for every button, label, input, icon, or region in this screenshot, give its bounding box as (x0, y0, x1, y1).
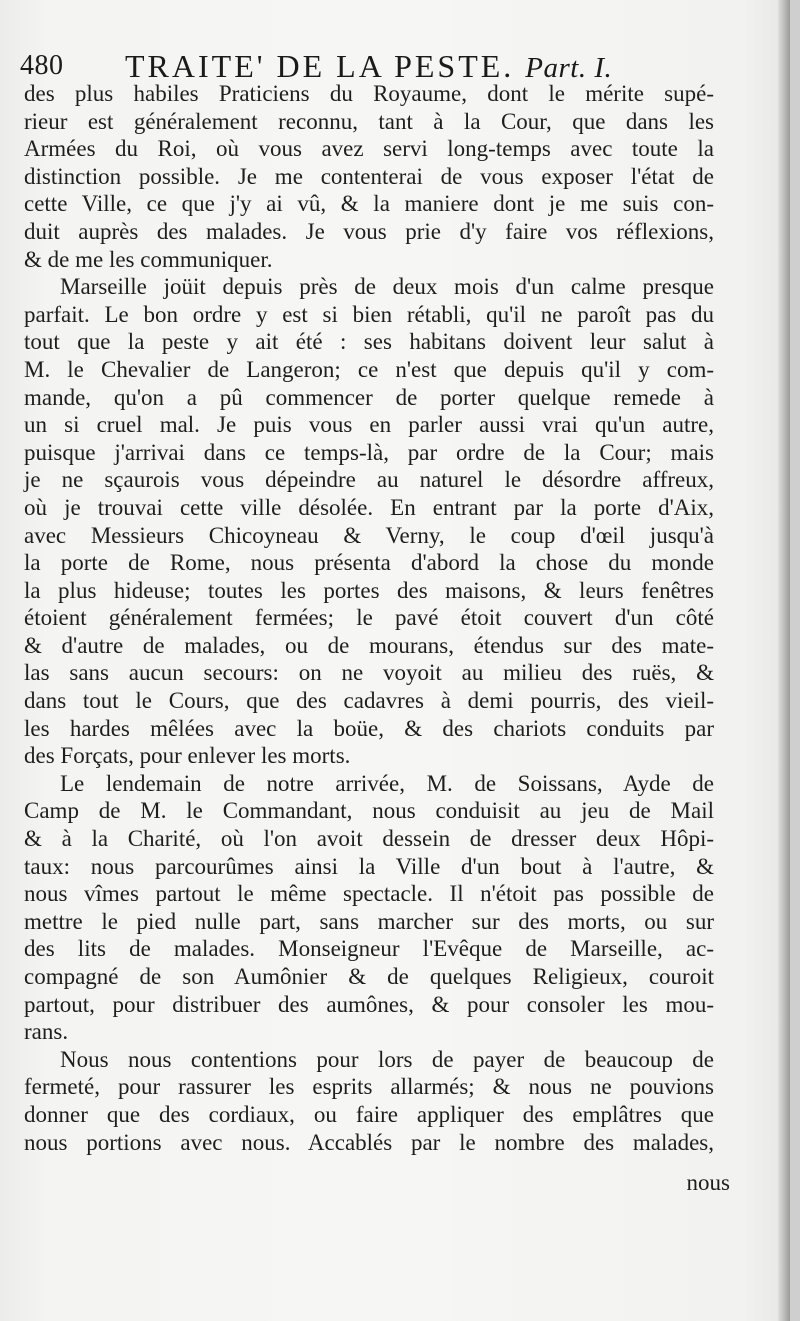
text-line: M. le Chevalier de Langeron; ce n'est que depuis qu'il y com- (24, 356, 714, 382)
text-line: je ne sçaurois vous dépeindre au naturel le désordre affreux, (24, 467, 714, 493)
text-line: taux: nous parcourûmes ainsi la Ville d'un bout à l'autre, & (24, 853, 714, 879)
text-line: distinction possible. Je me contenterai de vous exposer l'état de (24, 163, 714, 189)
text-line: rieur est généralement reconnu, tant à la Cour, que dans les (24, 108, 714, 134)
text-line: donner que des cordiaux, ou faire appliquer des emplâtres que (24, 1101, 714, 1127)
text-line: fermeté, pour rassurer les esprits allarmés; & nous ne pouvions (24, 1074, 714, 1100)
text-line: & à la Charité, où l'on avoit dessein de dresser deux Hôpi- (24, 826, 714, 852)
text-line: dans tout le Cours, que des cadavres à demi pourris, des vieil- (24, 688, 714, 714)
text-line: où je trouvai cette ville désolée. En entrant par la porte d'Aix, (24, 494, 714, 520)
text-line: la plus hideuse; toutes les portes des maisons, & leurs fenêtres (24, 577, 714, 603)
paragraph-end-line: rans. (24, 1019, 69, 1045)
paragraph-end-line: & de me les communiquer. (24, 246, 273, 272)
page-number: 480 (20, 50, 64, 81)
text-line: Armées du Roi, où vous avez servi long-temps avec toute la (24, 136, 714, 162)
text-line: mettre le pied nulle part, sans marcher sur des morts, ou sur (24, 908, 714, 934)
text-line: duit auprès des malades. Je vous prie d'y faire vos réflexions, (24, 218, 714, 244)
text-line: puisque j'arrivai dans ce temps-là, par ordre de la Cour; mais (24, 439, 714, 465)
text-line: mande, qu'on a pû commencer de porter quelque remede à (24, 384, 714, 410)
text-line: las sans aucun secours: on ne voyoit au milieu des ruës, & (24, 660, 714, 686)
text-line: nous portions avec nous. Accablés par le nombre des malades, (24, 1129, 714, 1155)
text-line: compagné de son Aumônier & de quelques Religieux, couroit (24, 964, 714, 989)
text-line: & d'autre de malades, ou de mourans, étendus sur des mate- (24, 632, 714, 658)
text-line: les hardes mêlées avec la boüe, & des chariots conduits par (24, 715, 714, 741)
text-line: un si cruel mal. Je puis vous en parler aussi vrai qu'un autre, (24, 412, 714, 438)
book-title: TRAITE' DE LA PESTE. (125, 48, 515, 84)
body-text (24, 80, 714, 1156)
text-line: parfait. Le bon ordre y est si bien rétabli, qu'il ne paroît pas du (24, 301, 714, 327)
text-line: Camp de M. le Commandant, nous conduisit au jeu de Mail (24, 798, 714, 824)
paragraph-start-line: Le lendemain de notre arrivée, M. de Soissans, Ayde de (60, 770, 714, 796)
catchword: nous (686, 1170, 730, 1195)
text-line: étoient généralement fermées; le pavé étoit couvert d'un côté (24, 605, 714, 631)
text-line: la porte de Rome, nous présenta d'abord la chose du monde (24, 550, 714, 576)
text-line: nous vîmes partout le même spectacle. Il n'étoit pas possible de (24, 881, 714, 907)
text-line: avec Messieurs Chicoyneau & Verny, le coup d'œil jusqu'à (24, 522, 714, 548)
part-label: Part. I. (525, 52, 613, 84)
text-line: des plus habiles Praticiens du Royaume, dont le mérite supé- (24, 81, 714, 106)
text-line: des lits de malades. Monseigneur l'Evêque de Marseille, ac- (24, 936, 714, 962)
text-line: cette Ville, ce que j'y ai vû, & la maniere dont je me suis con- (24, 191, 714, 217)
paragraph-end-line: des Forçats, pour enlever les morts. (24, 743, 351, 769)
paragraph-start-line: Nous nous contentions pour lors de payer de beaucoup de (60, 1046, 714, 1072)
paragraph-start-line: Marseille joüit depuis près de deux mois d'un calme presque (60, 274, 714, 300)
text-line: tout que la peste y ait été : ses habitans doivent leur salut à (24, 329, 714, 355)
text-line: partout, pour distribuer des aumônes, & pour consoler les mou- (24, 991, 714, 1017)
page-edge-shadow (778, 0, 790, 1321)
